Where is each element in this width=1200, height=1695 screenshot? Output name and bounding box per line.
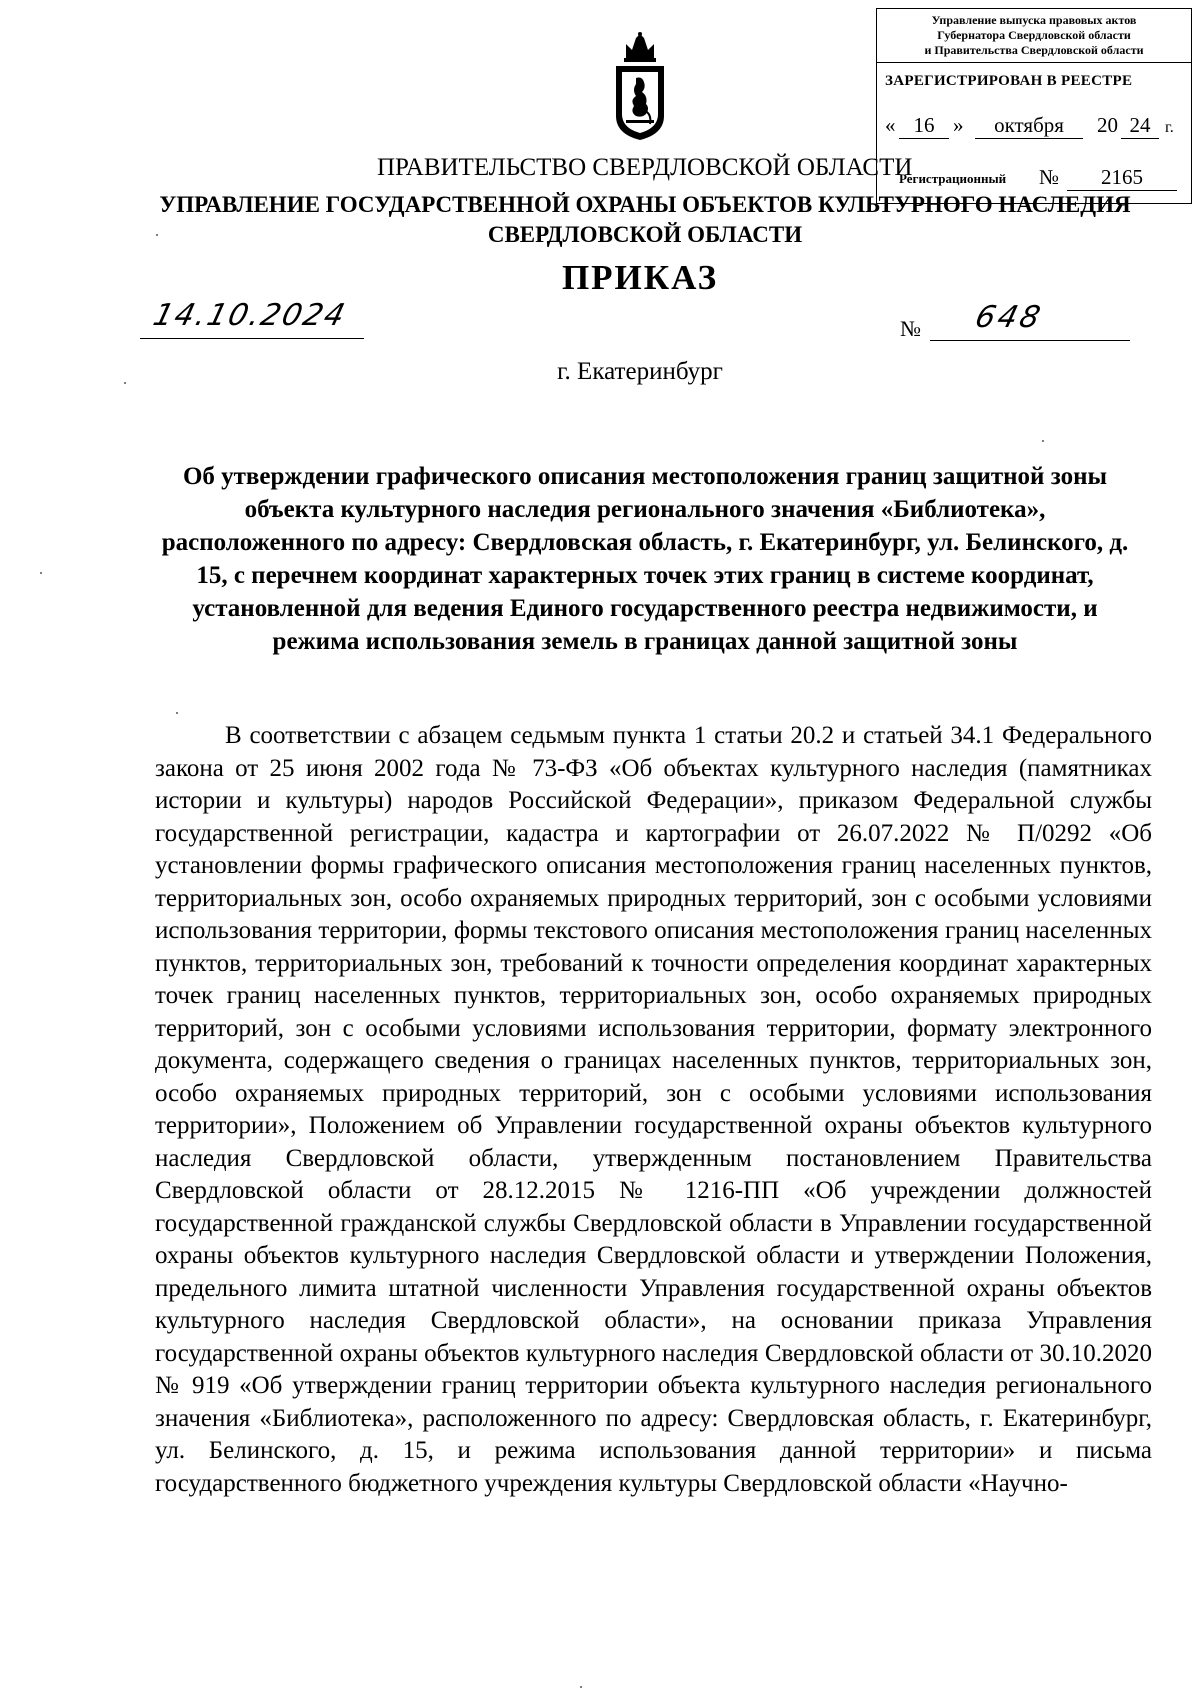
department-name: УПРАВЛЕНИЕ ГОСУДАРСТВЕННОЙ ОХРАНЫ ОБЪЕКТОВ КУЛЬТУРНОГО НАСЛЕДИЯ СВЕРДЛОВСКОЙ ОБЛАСТИ <box>159 192 1131 247</box>
stamp-header-line: и Правительства Свердловской области <box>924 43 1144 57</box>
order-date-field <box>140 298 364 339</box>
stamp-reg-label: Регистрационный <box>899 171 1007 186</box>
registration-stamp <box>876 8 1192 204</box>
government-name: ПРАВИТЕЛЬСТВО СВЕРДЛОВСКОЙ ОБЛАСТИ <box>377 154 913 181</box>
scan-speck <box>580 1686 582 1688</box>
order-date: 14.10.2024 <box>149 298 351 333</box>
city: г. Екатеринбург <box>557 358 723 385</box>
stamp-quote-close: » <box>953 113 964 137</box>
stamp-header-line: Управление выпуска правовых актов <box>931 13 1137 27</box>
stamp-number-row <box>899 161 1189 191</box>
scan-speck <box>40 572 42 574</box>
scan-speck <box>1042 440 1044 442</box>
stamp-day: 16 <box>899 113 949 139</box>
stamp-header-line: Губернатора Свердловской области <box>937 28 1131 42</box>
stamp-year-unit: г. <box>1165 119 1174 136</box>
stamp-year-prefix: 20 <box>1097 113 1118 137</box>
scan-speck <box>124 382 126 384</box>
stamp-year-suffix: 24 <box>1121 113 1159 139</box>
stamp-registered-label: ЗАРЕГИСТРИРОВАН В РЕЕСТРЕ <box>885 73 1133 89</box>
stamp-no-sign: № <box>1039 165 1060 189</box>
order-number-label: № <box>900 316 921 341</box>
order-number-field <box>930 300 1130 341</box>
body-paragraph: В соответствии с абзацем седьмым пункта 1 статьи 20.2 и статьей 34.1 Федерального закона от 25 июня 2002 года № 73-ФЗ «Об объектах культурного наследия (памятниках истории и культуры) народов Российской Федерации», приказом Федеральной службы государственной регистрации, кадастра и картографии от 26.07.2022 № П/0292 «Об установлении формы графического описания местоположения границ населенных пунктов, территориальных зон, особо охраняемых природных территорий, зон с особыми условиями использования территории, формы текстового описания местоположения границ населенных пунктов, территориальных зон, требований к точности определения координат характерных точек границ населенных пунктов, территориальных зон, особо охраняемых природных территорий, зон с особыми условиями использования территории, формату электронного документа, содержащего сведения о границах населенных пунктов, территориальных зон, особо охраняемых природных территорий, зон с особыми условиями использования территории», Положением об Управлении государственной охраны объектов культурного наследия Свердловской области, утвержденным постановлением Правительства Свердловской области от 28.12.2015 № 1216-ПП «Об учреждении должностей государственной гражданской службы Свердловской области в Управлении государственной охраны объектов культурного наследия Свердловской области и утверждении Положения, предельного лимита штатной численности Управления государственной охраны объектов культурного наследия Свердловской области», на основании приказа Управления государственной охраны объектов культурного наследия Свердловской области от 30.10.2020 № 919 «Об утверждении границ территории объекта культурного наследия регионального значения «Библиотека», расположенного по адресу: Свердловская область, г. Екатеринбург, ул. Белинского, д. 15, и режима использования данной территории» и письма государственного бюджетного учреждения культуры Свердловской области «Научно- <box>155 722 1152 1497</box>
stamp-header <box>877 9 1191 63</box>
stamp-quote-open: « <box>885 113 896 137</box>
coat-of-arms-icon <box>612 32 668 142</box>
scan-speck <box>156 234 158 236</box>
document-type-title: ПРИКАЗ <box>561 258 719 297</box>
stamp-date-row <box>885 113 1185 143</box>
order-subject: Об утверждении графического описания местоположения границ защитной зоны объекта культурного наследия регионального значения «Библиотека», расположенного по адресу: Свердловская область, г. Екатеринбург, ул. Белинского, д. 15, с перечнем координат характерных точек этих границ в системе координат, установленной для ведения Единого государственного реестра недвижимости, и режима использования земель в границах данной защитной зоны <box>161 463 1129 655</box>
stamp-reg-number: 2165 <box>1067 165 1177 191</box>
stamp-month: октября <box>975 113 1083 139</box>
order-number: 648 <box>971 300 1047 335</box>
scan-speck <box>176 712 178 714</box>
